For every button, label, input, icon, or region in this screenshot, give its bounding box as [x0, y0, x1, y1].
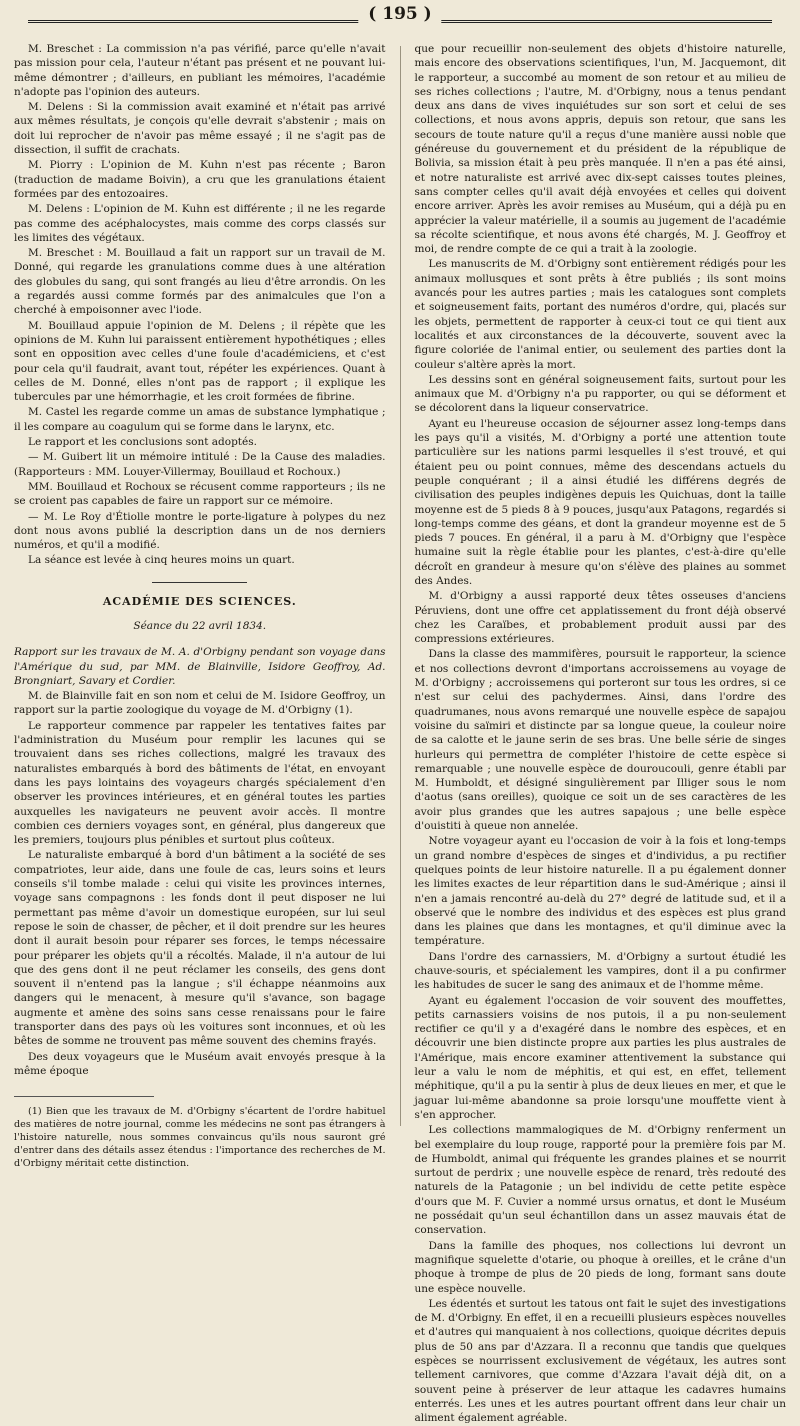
- paragraph: Dans la classe des mammifères, poursuit le rapporteur, la science et nos collections devront d'importans accroissemens au voyage de M. d'Orbigny ; accroissemens qui porteront sur tous les ordres, si ce n'est sur celui des pachydermes. Ainsi, dans l'ordre des quadrumanes, nous avons remarqué une nouvelle espèce de sapajou voisine du saïmiri et distincte par sa longue queue, la couleur noire de sa calotte et le jaune serin de ses bras. Une belle série de singes hurleurs qui permettra de compléter l'histoire de cette espèce si remarquable ; une nouvelle espèce de douroucouli, genre établi par M. Humboldt, et désigné singulièrement par Illiger sous le nom d'aotus (sans oreilles), quoique ce soit un de ses caractères de les avoir plus grandes que les autres sapajous ; une belle espèce d'ouistiti à queue non annelée.: [414, 648, 787, 833]
- left-column: [14, 42, 386, 1170]
- paragraph: MM. Bouillaud et Rochoux se récusent comme rapporteurs ; ils ne se croient pas capables de faire un rapport sur ce mémoire.: [14, 480, 386, 508]
- paragraph: M. d'Orbigny a aussi rapporté deux têtes osseuses d'anciens Péruviens, dont une offre cet applatissement du front déjà observé chez les Caraïbes, et probablement produit aussi par des compressions extérieures.: [414, 590, 787, 646]
- footnote: (1) Bien que les travaux de M. d'Orbigny s'écartent de l'ordre habituel des matières de notre journal, comme les médecins ne sont pas étrangers à l'histoire naturelle, nous sommes convaincus qu'ils nous sauront gré d'entrer dans des détails assez étendus : l'importance des recherches de M. d'Orbigny méritait cette distinction.: [14, 1106, 386, 1170]
- page-number: ( 195 ): [358, 4, 441, 24]
- paragraph: La séance est levée à cinq heures moins un quart.: [28, 554, 295, 567]
- seance-date: Séance du 22 avril 1834.: [133, 619, 267, 632]
- paragraph: Des deux voyageurs que le Muséum avait envoyés presque à la même époque: [14, 1050, 386, 1077]
- paragraph: Dans la famille des phoques, nos collections lui devront un magnifique squelette d'otarie, ou phoque à oreilles, et le crâne d'un phoque à trompe de plus de 20 pieds de long, formant sans doute une espèce nouvelle.: [414, 1239, 787, 1295]
- paragraph: Les collections mammalogiques de M. d'Orbigny renferment un bel exemplaire du loup rouge, rapporté pour la première fois par M. de Humboldt, animal qui fréquente les grandes plaines et se nourrit surtout de perdrix ; une nouvelle espèce de renard, très redouté des naturels de la Patagonie ; un bel individu de cette petite espèce d'ours que M. F. Cuvier a nommé ursus ornatus, et dont le Muséum ne possédait qu'un seul échantillon dans un assez mauvais état de conservation.: [414, 1124, 787, 1237]
- paragraph: M. Delens : Si la commission avait examiné et n'était pas arrivé aux mêmes résultats, je conçois qu'elle devrait s'abstenir ; mais on doit lui reprocher de n'avoir pas même essayé ; il ne s'agit pas de dissection, il suffit de crachats.: [14, 101, 386, 157]
- section-separator: [152, 582, 247, 583]
- column-divider: [400, 46, 401, 1126]
- paragraph: Les manuscrits de M. d'Orbigny sont entièrement rédigés pour les animaux mollusques et sont prêts à être publiés ; ils sont moins avancés pour les autres parties ; mais les catalogues sont complets et soigneusement faits, portant des numéros d'ordre, qui, placés sur les objets, permettent de rapporter à ceux-ci tout ce qui tient aux localités et aux circonstances de la découverte, souvent avec la figure coloriée de l'animal entier, ou seulement des parties dont la couleur s'altère après la mort.: [414, 258, 787, 371]
- paragraph: Les édentés et surtout les tatous ont fait le sujet des investigations de M. d'Orbigny. En effet, il en a recueilli plusieurs espèces nouvelles et d'autres qui manquaient à nos collections, quoique décrites depuis plus de 50 ans par d'Azzara. Il a reconnu que tandis que quelques espèces se nourrissent exclusivement de végétaux, les autres sont tellement carnivores, que comme d'Azzara l'avait déjà dit, on a souvent peine à préserver de leur attaque les cadavres humains enterrés. Les unes et les autres pourtant offrent dans leur chair un aliment également agréable.: [414, 1297, 787, 1425]
- paragraph: M. Breschet : La commission n'a pas vérifié, parce qu'elle n'avait pas mission pour cela, l'auteur n'étant pas présent et ne pouvant lui-même démontrer ; d'ailleurs, en publiant les mémoires, l'académie n'adopte pas l'opinion des auteurs.: [14, 43, 386, 98]
- paragraph: M. Bouillaud appuie l'opinion de M. Delens ; il répète que les opinions de M. Kuhn lui paraissent entièrement hypothétiques ; elles sont en opposition avec celles d'une foule d'académiciens, et c'est pour cela qu'il faudrait, avant tout, répéter les expériences. Quant à celles de M. Donné, elles n'ont pas de rapport ; il explique les tubercules par une hémorrhagie, et les croit formées de fibrine.: [14, 319, 386, 404]
- section-title: ACADÉMIE DES SCIENCES.: [102, 594, 297, 608]
- paragraph: M. Breschet : M. Bouillaud a fait un rapport sur un travail de M. Donné, qui regarde les granulations comme dues à une altération des globules du sang, qui sont frangés au lieu d'être arrondis. On les a regardés aussi comme formés par des animalcules que l'on a cherché à empoisonner avec l'iode.: [14, 247, 386, 317]
- paragraph: Le rapporteur commence par rappeler les tentatives faites par l'administration du Muséum pour remplir les lacunes qui se trouvaient dans ses riches collections, malgré les travaux des naturalistes embarqués à bord des bâtiments de l'état, en envoyant dans les pays lointains des voyageurs chargés spécialement d'en observer les provinces intérieures, et en général toutes les parties auxquelles les navigateurs ne peuvent avoir accès. Il montre combien ces derniers voyages sont, en général, plus dangereux que les premiers, toujours plus pénibles et surtout plus coûteux.: [14, 719, 386, 847]
- page-header: [14, 0, 786, 42]
- paragraph: M. Piorry : L'opinion de M. Kuhn n'est pas récente ; Baron (traduction de madame Boivin), a cru que les granulations étaient formées par des entozoaires.: [14, 159, 386, 200]
- paragraph: Dans l'ordre des carnassiers, M. d'Orbigny a surtout étudié les chauve-souris, et spécialement les vampires, dont il a pu confirmer les habitudes de sucer le sang des animaux et de l'homme même.: [414, 950, 787, 992]
- paragraph: Les dessins sont en général soigneusement faits, surtout pour les animaux que M. d'Orbigny n'a pu rapporter, ou qui se déforment et se décolorent dans la liqueur conservatrice.: [414, 373, 787, 415]
- paragraph: — M. Le Roy d'Étiolle montre le porte-ligature à polypes du nez dont nous avons publié la description dans un de nos derniers numéros, et qu'il a modifié.: [14, 510, 386, 552]
- text-columns: [14, 42, 787, 1425]
- paragraph: Ayant eu l'heureuse occasion de séjourner assez long-temps dans les pays qu'il a visités, M. d'Orbigny a porté une attention toute particulière sur les nations parmi lesquelles il s'est trouvé, et qui étaient peu ou point connues, même des descendans actuels du peuple conquérant ; il a ainsi étudié les différens degrés de civilisation des peuples indigènes depuis les Quichuas, dont la taille moyenne est de 5 pieds 8 à 9 pouces, jusqu'aux Patagons, regardés si long-temps comme des géans, et dont la grandeur moyenne est de 5 pieds 7 pouces. En général, il a paru à M. d'Orbigny que l'espèce humaine suit la règle établie pour les plantes, c'est-à-dire qu'elle décroît en grandeur à mesure qu'on s'élève des plaines au sommet des Andes.: [414, 417, 787, 587]
- paragraph: M. de Blainville fait en son nom et celui de M. Isidore Geoffroy, un rapport sur la partie zoologique du voyage de M. d'Orbigny (1).: [14, 690, 386, 717]
- report-title: Rapport sur les travaux de M. A. d'Orbigny pendant son voyage dans l'Amérique du sud, par MM. de Blainville, Isidore Geoffroy, Ad. Brongniart, Savary et Cordier.: [14, 646, 386, 687]
- paragraph: M. Delens : L'opinion de M. Kuhn est différente ; il ne les regarde pas comme des acéphalocystes, mais comme des corps classés sur les limites des végétaux.: [14, 203, 386, 244]
- paragraph: M. Castel les regarde comme un amas de substance lymphatique ; il les compare au coagulum qui se forme dans le larynx, etc.: [14, 406, 386, 433]
- footnote-rule: [14, 1096, 154, 1097]
- paragraph: que pour recueillir non-seulement des objets d'histoire naturelle, mais encore des observations scientifiques, l'un, M. Jacquemont, dit le rapporteur, a succombé au moment de son retour et au milieu de ses riches collections ; l'autre, M. d'Orbigny, nous a tenus pendant deux ans dans de vives inquiétudes sur son sort et celui de ses collections, et nous avons appris, depuis son retour, que sans les secours de toute nature qu'il a reçus d'une manière aussi noble que généreuse du gouvernement et du président de la république de Bolivia, sa mission était à peu près manquée. Il n'en a pas été ainsi, et notre naturaliste est arrivé avec dix-sept caisses toutes pleines, sans compter celles qu'il avait déjà envoyées et celles qui doivent encore arriver. Après les avoir remises au Muséum, qui a déjà pu en apprécier la valeur matérielle, il a soumis au jugement de l'académie sa récolte scientifique, et nous avons été chargés, M. J. Geoffroy et moi, de rendre compte de ce qui a trait à la zoologie.: [414, 43, 787, 256]
- paragraph: — M. Guibert lit un mémoire intitulé : De la Cause des maladies. (Rapporteurs : MM. Louyer-Villermay, Bouillaud et Rochoux.): [14, 451, 386, 478]
- paragraph: Le naturaliste embarqué à bord d'un bâtiment a la société de ses compatriotes, leur aide, dans une foule de cas, leurs soins et leurs conseils s'il tombe malade : celui qui visite les provinces internes, voyage sans compagnons : les fonds dont il peut disposer ne lui permettant pas même d'avoir un domestique européen, sur lui seul repose le soin de chasser, de pêcher, et il doit prendre sur les heures dont il aurait besoin pour réparer ses forces, le temps nécessaire pour préparer les objets qu'il a récoltés. Malade, il n'a autour de lui que des gens dont il ne peut réclamer les conseils, des gens dont souvent il n'entend pas la langue ; s'il échappe néanmoins aux dangers qui le menacent, à mesure qu'il s'avance, son bagage augmente et amène des soins sans cesse renaissans pour le faire transporter dans des pays où les voitures sont inconnues, et où les bêtes de somme ne trouvent pas même souvent des chemins frayés.: [14, 849, 386, 1048]
- paragraph: Notre voyageur ayant eu l'occasion de voir à la fois et long-temps un grand nombre d'espèces de singes et d'individus, a pu rectifier quelques points de leur histoire naturelle. Il a pu également donner les limites exactes de leur répartition dans le sud-Amérique ; ainsi il n'en a jamais rencontré au-delà du 27° degré de latitude sud, et il a observé que le nombre des individus et des espèces est plus grand dans les plaines que dans les montagnes, et qu'il diminue avec la température.: [414, 835, 787, 948]
- paragraph: Ayant eu également l'occasion de voir souvent des mouffettes, petits carnassiers voisins de nos putois, il a pu non-seulement rectifier ce qu'il y a d'exagéré dans le nombre des espèces, et en découvrir une bien distincte propre aux parties les plus australes de l'Amérique, mais encore examiner attentivement la substance qui leur a valu le nom de méphitis, et qui est, en effet, tellement méphitique, qu'il a pu la sentir à plus de deux lieues en mer, et que le jaguar lui-même abandonne sa proie lorsqu'une mouffette vient à s'en approcher.: [414, 994, 787, 1121]
- paragraph: Le rapport et les conclusions sont adoptés.: [28, 436, 257, 449]
- right-column: [414, 42, 787, 1425]
